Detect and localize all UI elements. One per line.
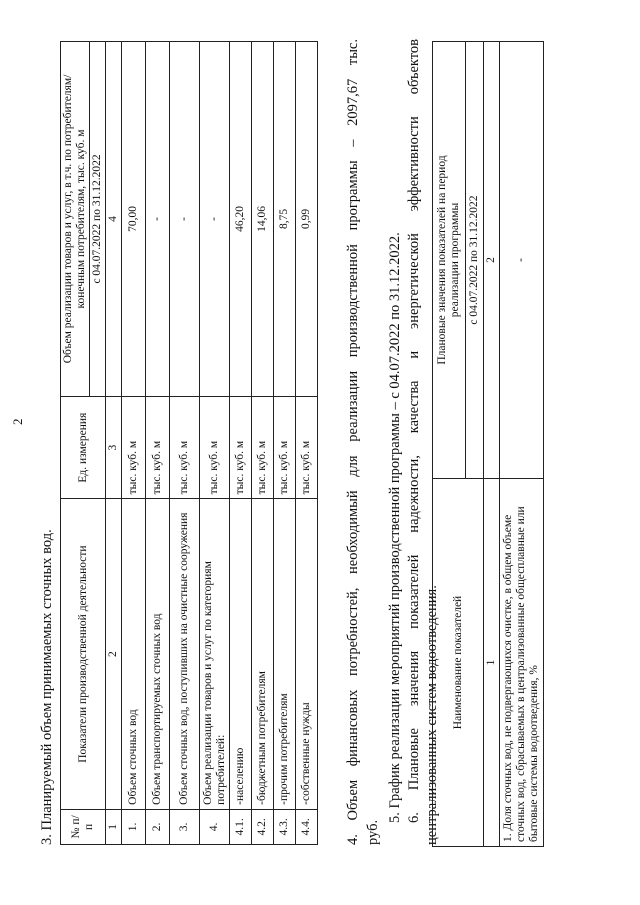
section-4-text-line2: руб. — [365, 819, 381, 845]
index-cell: 1 — [484, 479, 500, 847]
header-plan-line2: реализации программы — [448, 202, 461, 318]
row-value: 8,75 — [274, 42, 296, 397]
index-cell: 2 — [106, 499, 122, 809]
row-unit: тыс. куб. м — [230, 396, 252, 498]
row-unit: тыс. куб. м — [146, 396, 170, 498]
header-unit: Ед. измерения — [61, 396, 106, 498]
row-number: 1. — [122, 809, 146, 844]
row-indicator: -собственные нужды — [296, 499, 318, 809]
page-number: 2 — [10, 418, 25, 425]
row-indicator: Объем реализации товаров и услуг по категориям потребителей: — [200, 499, 230, 809]
table-row — [274, 42, 296, 845]
row-number: 4.4. — [296, 809, 318, 844]
header-volume-line2: конечным потребителям, тыс. куб. м — [75, 129, 87, 309]
header-indicator: Показатели производственной деятельности — [61, 499, 106, 809]
row-unit: тыс. куб. м — [252, 396, 274, 498]
row-indicator: Объем транспортируемых сточных вод — [146, 499, 170, 809]
row-value: 0,99 — [296, 42, 318, 397]
index-cell: 2 — [484, 42, 500, 479]
row-indicator: Объем сточных вод — [122, 499, 146, 809]
section-6-text-line2: централизованных систем водоотведения. — [424, 585, 440, 845]
row-value: 14,06 — [252, 42, 274, 397]
section-3-heading: 3. Планируемый объем принимаемых сточных вод. — [39, 529, 55, 845]
row-unit: тыс. куб. м — [200, 396, 230, 498]
row-unit: тыс. куб. м — [170, 396, 200, 498]
table-row — [170, 42, 200, 845]
row-indicator: -населению — [230, 499, 252, 809]
row-value: - — [500, 42, 544, 479]
section-5-text: 5. График реализации мероприятий производственной программы – с 04.07.2022 по 31.12.2022. — [387, 232, 403, 823]
row-indicator: -бюджетным потребителям — [252, 499, 274, 809]
header-plan-line1: Плановые значения показателей на период — [435, 155, 448, 365]
header-period: с 04.07.2022 по 31.12.2022 — [465, 42, 483, 479]
row-value: - — [146, 42, 170, 397]
row-unit: тыс. куб. м — [122, 396, 146, 498]
table-row — [122, 42, 146, 845]
header-indicator-name: Наименование показателей — [433, 479, 484, 847]
table-row — [500, 42, 544, 847]
row-number: 3. — [170, 809, 200, 844]
table-row — [296, 42, 318, 845]
table-row — [252, 42, 274, 845]
row-number: 4.3. — [274, 809, 296, 844]
row-value: - — [170, 42, 200, 397]
index-cell: 1 — [106, 809, 122, 844]
row-unit: тыс. куб. м — [274, 396, 296, 498]
table-header-row — [433, 42, 466, 847]
table-header-row — [61, 42, 90, 845]
row-number: 4.2. — [252, 809, 274, 844]
row-number: 2. — [146, 809, 170, 844]
header-number: № п/п — [61, 809, 106, 844]
header-volume-line1: Объем реализации товаров и услуг, в т.ч. по потребителям/ — [62, 74, 74, 364]
row-indicator: -прочим потребителям — [274, 499, 296, 809]
row-indicator: Объем сточных вод, поступивших на очистные сооружения — [170, 499, 200, 809]
row-unit: тыс. куб. м — [296, 396, 318, 498]
table-row — [230, 42, 252, 845]
index-cell: 3 — [106, 396, 122, 498]
row-number: 4. — [200, 809, 230, 844]
table-row — [146, 42, 170, 845]
wastewater-volume-table — [60, 41, 318, 845]
section-4-text-line1: 4. Объем финансовых потребностей, необходимый для реализации производственной программы – 2097,67 тыс. — [345, 39, 361, 845]
header-plan — [433, 42, 466, 479]
header-period: с 04.07.2022 по 31.12.2022 — [90, 42, 106, 397]
column-index-row — [106, 42, 122, 845]
row-value: - — [200, 42, 230, 397]
table-row — [200, 42, 230, 845]
row-value: 70,00 — [122, 42, 146, 397]
reliability-indicators-table — [432, 41, 544, 847]
row-value: 46,20 — [230, 42, 252, 397]
column-index-row — [484, 42, 500, 847]
row-indicator: 1. Доля сточных вод, не подвергающихся очистке, в общем объеме сточных вод, сбрасываемых в централизованные общесплавные или бытовые системы водоотведения, % — [500, 479, 544, 847]
header-volume — [61, 42, 90, 397]
index-cell: 4 — [106, 42, 122, 397]
section-6-text-line1: 6. Плановые значения показателей надежности, качества и энергетической эффективности объектов — [406, 39, 422, 823]
row-number: 4.1. — [230, 809, 252, 844]
